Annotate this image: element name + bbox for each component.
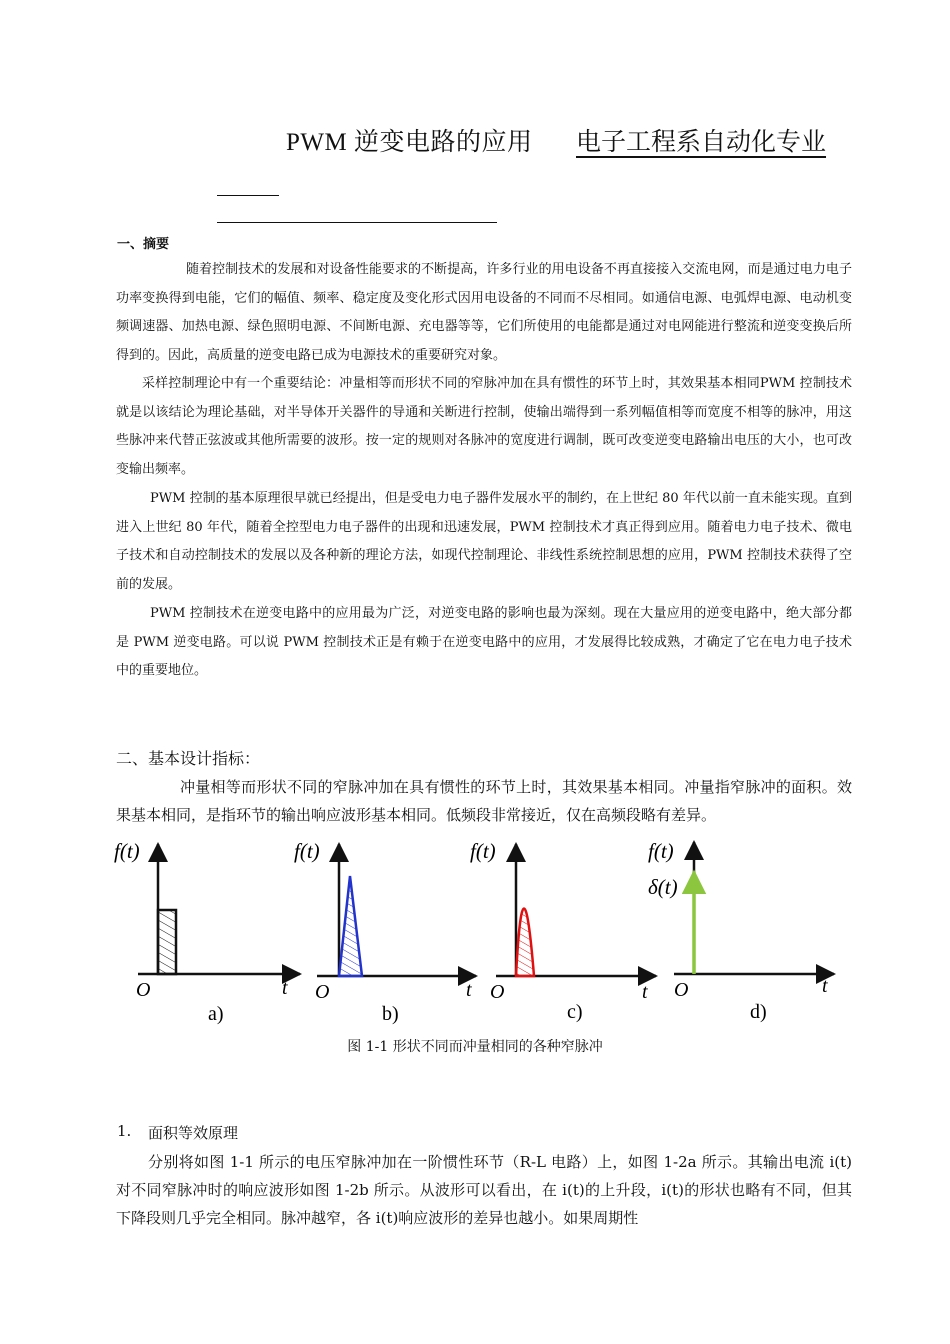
list-item-title: 面积等效原理: [148, 1124, 239, 1142]
panel-b-xlabel: t: [466, 979, 472, 1001]
panel-b-triangle-pulse: [339, 876, 362, 976]
abstract-paragraph-2: 采样控制理论中有一个重要结论：冲量相等而形状不同的窄脉冲加在具有惯性的环节上时，其效果基本相同PWM 控制技术就是以该结论为理论基础，对半导体开关器件的导通和关断进行控制，使输出端得到一系列幅值相等而宽度不相等的脉冲，用这些脉冲来代替正弦波或其他所需要的波形。按一定的规则对各脉冲的宽度进行调制，既可改变逆变电路输出电压的大小，也可改变输出频率。: [116, 376, 852, 477]
panel-d: [648, 839, 834, 1023]
panel-b-ylabel: f(t): [294, 839, 320, 863]
panel-a-ylabel: f(t): [114, 839, 140, 863]
panel-d-ylabel: f(t): [648, 839, 674, 863]
panel-b-label: b): [382, 1003, 399, 1025]
panel-b-origin: O: [315, 981, 330, 1003]
panel-c: [470, 839, 656, 1023]
section-heading-design: 二、基本设计指标：: [116, 749, 261, 768]
design-paragraph: 冲量相等而形状不同的窄脉冲加在具有惯性的环节上时，其效果基本相同。冲量指窄脉冲的面积。效果基本相同，是指环节的输出响应波形基本相同。低频段非常接近，仅在高频段略有差异。: [116, 778, 852, 824]
panel-a-xlabel: t: [282, 977, 288, 999]
panel-d-origin: O: [674, 979, 689, 1001]
figure-caption: 图 1-1 形状不同而冲量相同的各种窄脉冲: [347, 1039, 603, 1055]
underline-long: [217, 222, 497, 223]
panel-c-label: c): [567, 1001, 583, 1023]
area-equivalence-paragraph: 分别将如图 1-1 所示的电压窄脉冲加在一阶惯性环节（R-L 电路）上，如图 1-2a 所示。其输出电流 i(t)对不同窄脉冲时的响应波形如图 1-2b 所示。从波形可以看出，在 i(t)的上升段，i(t)的形状也略有不同，但其下降段则几乎完全相同。脉冲越窄，各 i(t)响应波形的差异也越小。如果周期性: [116, 1153, 852, 1227]
panel-c-xlabel: t: [642, 981, 648, 1003]
pulse-figure: [110, 836, 840, 1031]
abstract-paragraph-3: PWM 控制的基本原理很早就已经提出，但是受电力电子器件发展水平的制约，在上世纪 80 年代以前一直未能实现。直到进入上世纪 80 年代，随着全控型电力电子器件的出现和迅速发展，PWM 控制技术才真正得到应用。随着电力电子技术、微电子技术和自动控制技术的发展以及各种新的理论方法，如现代控制理论、非线性系统控制思想的应用，PWM 控制技术获得了空前的发展。: [116, 491, 852, 592]
list-item-number: 1.: [117, 1122, 132, 1140]
panel-b: [294, 839, 476, 1025]
panel-c-origin: O: [490, 981, 505, 1003]
abstract-paragraph-4: PWM 控制技术在逆变电路中的应用最为广泛，对逆变电路的影响也最为深刻。现在大量应用的逆变电路中，绝大部分都是 PWM 逆变电路。可以说 PWM 控制技术正是有赖于在逆变电路中的应用，才发展得比较成熟，才确定了它在电力电子技术中的重要地位。: [116, 606, 852, 679]
panel-a-rect-pulse: [158, 910, 176, 974]
panel-d-delta-label: δ(t): [648, 875, 678, 899]
panel-d-label: d): [750, 1001, 767, 1023]
section-heading-abstract: 一、摘要: [117, 237, 170, 252]
panel-c-sine-pulse: [516, 909, 534, 977]
page-subtitle: 电子工程系自动化专业: [576, 127, 827, 156]
page-title: PWM 逆变电路的应用: [286, 129, 533, 156]
panel-a-label: a): [208, 1003, 224, 1025]
abstract-paragraph-1: 随着控制技术的发展和对设备性能要求的不断提高，许多行业的用电设备不再直接接入交流电网，而是通过电力电子功率变换得到电能，它们的幅值、频率、稳定度及变化形式因用电设备的不同而不尽相同。如通信电源、电弧焊电源、电动机变频调速器、加热电源、绿色照明电源、不间断电源、充电器等等，它们所使用的电能都是通过对电网能进行整流和逆变变换后所得到的。因此，高质量的逆变电路已成为电源技术的重要研究对象。: [116, 262, 852, 363]
panel-a-origin: O: [136, 979, 151, 1001]
panel-c-ylabel: f(t): [470, 839, 496, 863]
panel-a: [114, 839, 300, 1025]
underline-short: [217, 195, 279, 196]
panel-d-xlabel: t: [822, 975, 828, 997]
